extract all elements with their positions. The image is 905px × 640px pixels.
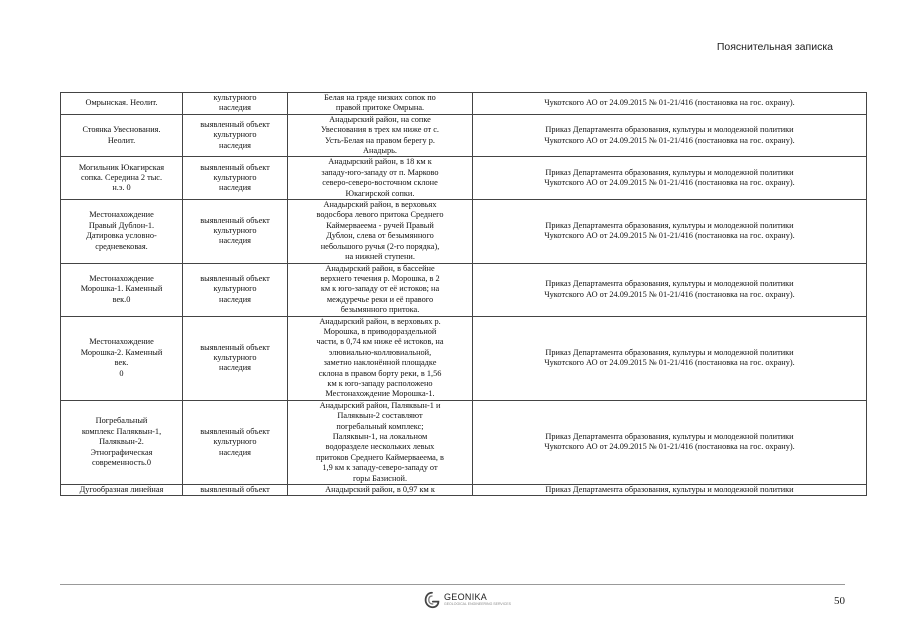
header-title: Пояснительная записка [716, 41, 833, 53]
cell-text-line: водоразделе нескольких левых [325, 442, 435, 452]
cell-text-line: Чукотского АО от 24.09.2015 № 01-21/416 (постановка на гос. охрану). [544, 289, 795, 299]
cell-text-line: Дублон, слева от безымянного [326, 231, 434, 241]
location-cell [288, 316, 473, 400]
location-cell [288, 263, 473, 316]
cell-text-line: культурного [213, 284, 257, 294]
cell-text-line: Омрынская. Неолит. [85, 98, 158, 108]
cell-text-line: Могильник Юкагирская [78, 162, 165, 172]
cell-text-line: выявленный объект [200, 120, 270, 130]
cell-text-line: Приказ Департамента образования, культуры и молодежной политики [545, 125, 794, 135]
cell-text-line: склона в правом борту реки, в 1,56 [318, 368, 442, 378]
cell-text-line: элювиально-коллювиальной, [328, 347, 432, 357]
cell-text-line: век. [114, 358, 129, 368]
document-cell [473, 485, 867, 496]
cell-text-line: на нижней ступени. [345, 252, 415, 262]
category-cell [183, 200, 288, 263]
cell-text-line: наследия [219, 183, 251, 193]
cell-text-line: Чукотского АО от 24.09.2015 № 01-21/416 (постановка на гос. охрану). [544, 98, 795, 108]
cell-text-line: культурного [213, 130, 257, 140]
cell-text-line: Паляквын-2 составляют [337, 411, 423, 421]
cell-text-line: Приказ Департамента образования, культуры и молодежной политики [545, 432, 794, 441]
heritage-table-wrap [60, 92, 846, 496]
document-cell [473, 93, 867, 115]
site-name-cell [61, 200, 183, 263]
cell-text-line: век.0 [112, 294, 131, 304]
cell-text-line: Усть-Белая на правом берегу р. [324, 135, 435, 145]
site-name-cell [61, 157, 183, 200]
site-name-cell [61, 114, 183, 157]
site-name-cell [61, 93, 183, 115]
cell-text-line: выявленный объект [200, 215, 270, 225]
geonika-logo-icon [424, 591, 440, 609]
cell-text-line: Юкагирской сопки. [345, 188, 415, 198]
logo-text-block [444, 593, 511, 607]
cell-text-line: Анадырский район, в верховьях [323, 200, 437, 210]
cell-text-line: безымянного притока. [340, 305, 420, 315]
category-cell [183, 400, 288, 484]
cell-text-line: Чукотского АО от 24.09.2015 № 01-21/416 (постановка на гос. охрану). [544, 442, 795, 452]
logo-tagline: GEOLOGICAL ENGINEERING SERVICES [444, 602, 511, 607]
cell-text-line: Анадырский район, на сопке [329, 114, 431, 124]
cell-text-line: км к юго-западу расположено [327, 378, 433, 388]
cell-text-line: культурного [213, 93, 257, 102]
table-row [61, 263, 867, 316]
category-cell [183, 114, 288, 157]
cell-text-line: наследия [219, 103, 251, 113]
location-cell [288, 93, 473, 115]
cell-text-line: выявленный объект [200, 162, 270, 172]
cell-text-line: водосбора левого притока Среднего [316, 210, 444, 220]
document-cell [473, 316, 867, 400]
table-row [61, 157, 867, 200]
cell-text-line: Анадырский район, в верховьях р. [319, 316, 441, 326]
cell-text-line: Чукотского АО от 24.09.2015 № 01-21/416 (постановка на гос. охрану). [544, 358, 795, 368]
cell-text-line: 1,9 км к западу-северо-западу от [322, 463, 438, 473]
table-row [61, 93, 867, 115]
cell-text-line: культурного [213, 437, 257, 447]
document-cell [473, 400, 867, 484]
category-cell [183, 263, 288, 316]
cell-text-line: наследия [219, 294, 251, 304]
cell-text-line: Приказ Департамента образования, культуры и молодежной политики [545, 167, 794, 177]
cell-text-line: Паляквын-2. [99, 437, 144, 447]
cell-text-line: средневековая. [95, 241, 148, 251]
cell-text-line: Белая на гряде низких сопок по [324, 93, 436, 102]
category-cell [183, 316, 288, 400]
cell-text-line: Чукотского АО от 24.09.2015 № 01-21/416 (постановка на гос. охрану). [544, 135, 795, 145]
site-name-cell [61, 485, 183, 496]
cell-text-line: Чукотского АО от 24.09.2015 № 01-21/416 (постановка на гос. охрану). [544, 178, 795, 188]
table-row [61, 316, 867, 400]
cell-text-line: комплекс Паляквын-1, [81, 426, 162, 436]
heritage-table-body [61, 93, 867, 496]
cell-text-line: Приказ Департамента образования, культуры и молодежной политики [545, 485, 794, 495]
cell-text-line: Приказ Департамента образования, культуры и молодежной политики [545, 347, 794, 357]
cell-text-line: выявленный объект [200, 426, 270, 436]
cell-text-line: Анадырский район, в 0,97 км к [325, 485, 435, 495]
cell-text-line: правой притоке Омрына. [335, 103, 425, 113]
cell-text-line: Местонахождение [89, 337, 154, 347]
cell-text-line: западу-юго-западу от п. Марково [321, 167, 439, 177]
cell-text-line: заметно наклонённой площадке [323, 358, 437, 368]
cell-text-line: выявленный объект [200, 342, 270, 352]
cell-text-line: части, в 0,74 км ниже её истоков, на [316, 337, 444, 347]
cell-text-line: Анадырский район, в 18 км к [328, 157, 432, 167]
cell-text-line: Погребальный [95, 416, 148, 426]
cell-text-line: Анадырский район, Паляквын-1 и [319, 400, 441, 410]
category-cell [183, 485, 288, 496]
cell-text-line: Стоянка Увеснования. [82, 125, 161, 135]
logo-name: GEONIKA [444, 592, 488, 603]
table-row [61, 114, 867, 157]
cell-text-line: междуречье реки и её правого [326, 294, 434, 304]
cell-text-line: Морошка-2. Каменный [80, 347, 163, 357]
cell-text-line: наследия [219, 363, 251, 373]
footer-logo [424, 591, 511, 609]
cell-text-line: Местонахождение [89, 210, 154, 220]
cell-text-line: Неолит. [107, 135, 136, 145]
table-row [61, 485, 867, 496]
cell-text-line: Паляквын-1, на локальном [332, 432, 428, 441]
cell-text-line: Приказ Департамента образования, культуры и молодежной политики [545, 279, 794, 289]
cell-text-line: Дугообразная линейная [79, 485, 164, 495]
cell-text-line: Морошка, в приводораздельной [323, 326, 437, 336]
document-cell [473, 114, 867, 157]
cell-text-line: Анадырский район, в бассейне [325, 263, 435, 273]
site-name-cell [61, 400, 183, 484]
location-cell [288, 400, 473, 484]
cell-text-line: Анадырь. [363, 146, 397, 156]
footer-divider [60, 584, 845, 585]
cell-text-line: км к юго-западу от её истоков; на [320, 284, 440, 294]
category-cell [183, 157, 288, 200]
cell-text-line: н.э. 0 [112, 183, 131, 193]
cell-text-line: наследия [219, 447, 251, 457]
heritage-table [60, 92, 867, 496]
cell-text-line: культурного [213, 226, 257, 236]
page-number: 50 [834, 595, 845, 607]
cell-text-line: культурного [213, 352, 257, 362]
location-cell [288, 200, 473, 263]
cell-text-line: культурного [213, 173, 257, 183]
cell-text-line: Приказ Департамента образования, культуры и молодежной политики [545, 220, 794, 230]
cell-text-line: Морошка-1. Каменный [80, 284, 163, 294]
document-cell [473, 200, 867, 263]
table-row [61, 400, 867, 484]
cell-text-line: Правый Дублон-1. [88, 220, 155, 230]
cell-text-line: Датировка условно- [86, 231, 157, 241]
location-cell [288, 114, 473, 157]
cell-text-line: сопка. Середина 2 тыс. [80, 173, 163, 183]
table-row [61, 200, 867, 263]
cell-text-line: 0 [119, 368, 124, 378]
cell-text-line: северо-северо-восточном склоне [322, 178, 438, 188]
cell-text-line: наследия [219, 236, 251, 246]
document-cell [473, 157, 867, 200]
category-cell [183, 93, 288, 115]
cell-text-line: выявленный объект [200, 485, 270, 495]
location-cell [288, 485, 473, 496]
location-cell [288, 157, 473, 200]
cell-text-line: Каймерваеема - ручей Правый [326, 220, 434, 230]
cell-text-line: Местонахождение [89, 273, 154, 283]
site-name-cell [61, 316, 183, 400]
cell-text-line: современность.0 [91, 458, 152, 468]
cell-text-line: погребальный комплекс; [336, 421, 424, 431]
cell-text-line: горы Базисной. [352, 473, 408, 483]
cell-text-line: притоков Среднего Каймерваеема, в [316, 452, 444, 462]
document-cell [473, 263, 867, 316]
cell-text-line: Местонахождение Морошка-1. [325, 389, 435, 399]
cell-text-line: Этнографическая [90, 447, 153, 457]
cell-text-line: Увеснования в трех км ниже от с. [320, 125, 439, 135]
site-name-cell [61, 263, 183, 316]
cell-text-line: небольшого ручья (2-го порядка), [320, 241, 440, 251]
cell-text-line: выявленный объект [200, 273, 270, 283]
cell-text-line: верхнего течения р. Морошка, в 2 [320, 273, 440, 283]
cell-text-line: Чукотского АО от 24.09.2015 № 01-21/416 (постановка на гос. охрану). [544, 231, 795, 241]
cell-text-line: наследия [219, 140, 251, 150]
